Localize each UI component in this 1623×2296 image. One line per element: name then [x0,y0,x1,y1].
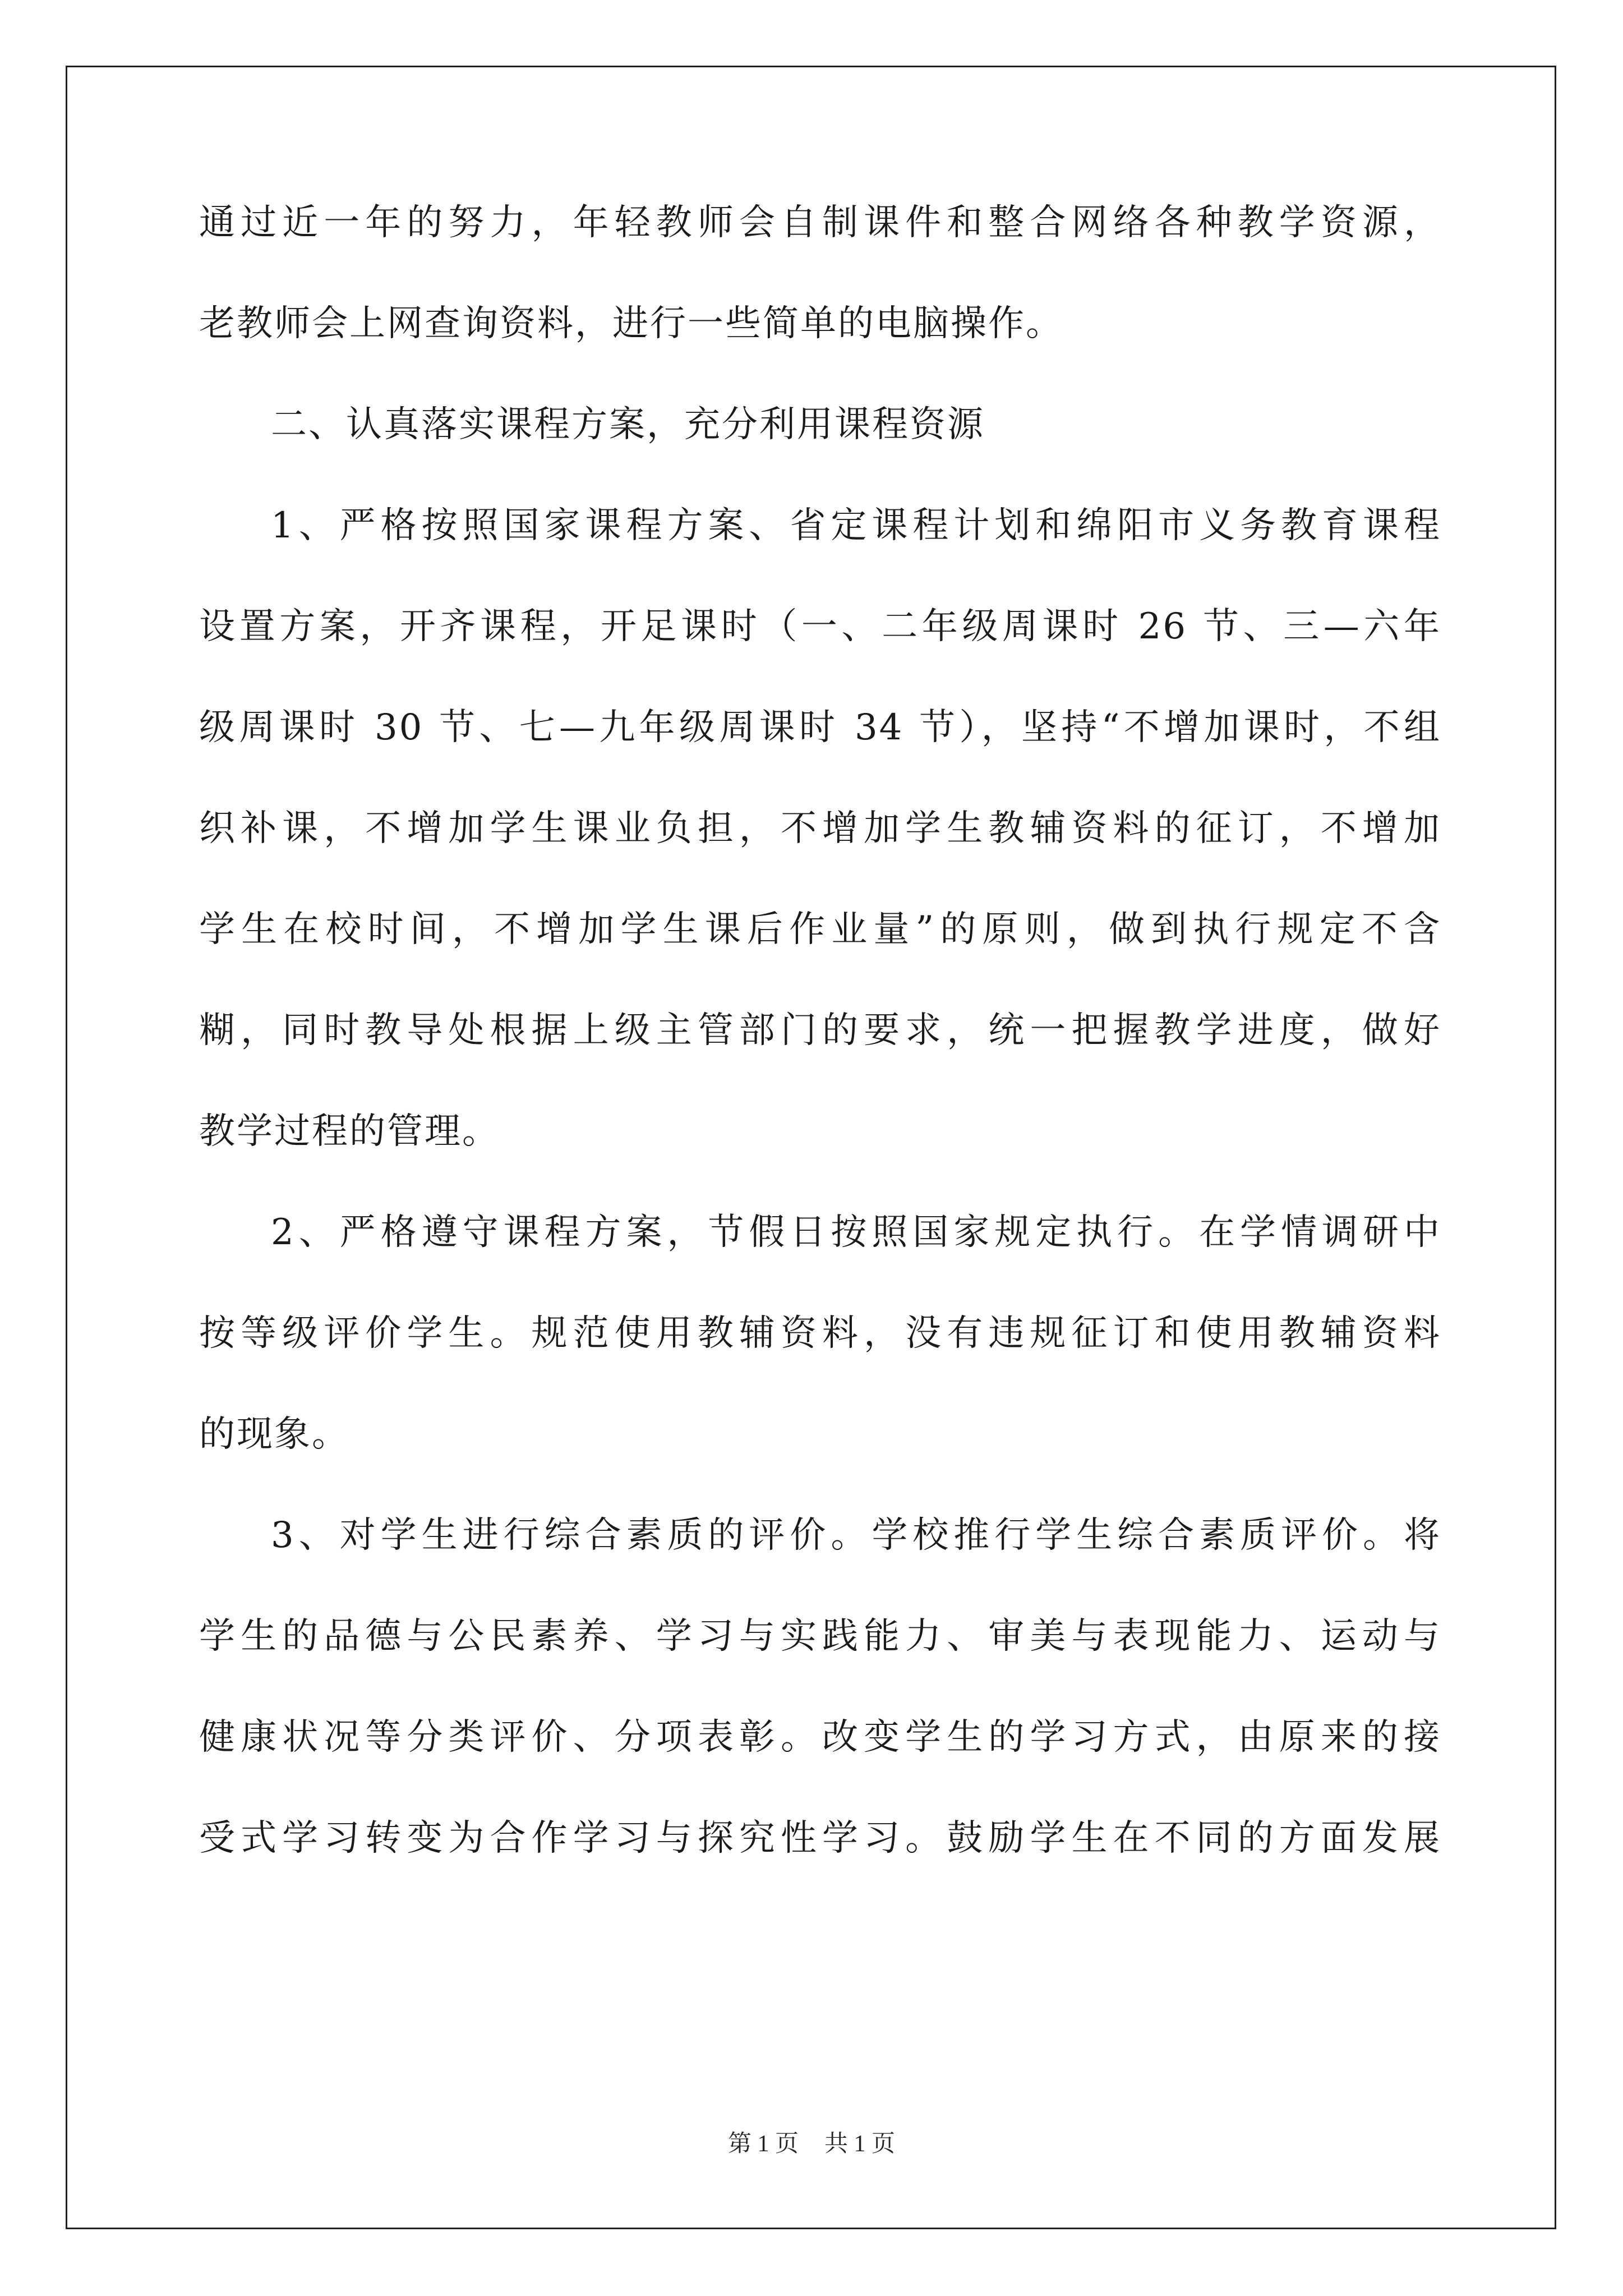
text-line: 的现象。 [199,1414,349,1455]
paragraph [199,1207,1441,1460]
paragraph [199,197,1441,349]
text-line: 学生的品德与公民素养、学习与实践能力、审美与表现能力、运动与 [199,1616,1441,1657]
text-line: 糊，同时教导处根据上级主管部门的要求，统一把握教学进度，做好 [199,1010,1441,1051]
document-body [199,197,1441,1864]
paragraph [199,1510,1441,1864]
text-line: 按等级评价学生。规范使用教辅资料，没有违规征订和使用教辅资料 [199,1313,1441,1354]
text-line: 教学过程的管理。 [199,1111,500,1152]
section-heading [199,399,1441,450]
text-line: 2、严格遵守课程方案，节假日按照国家规定执行。在学情调研中 [271,1212,1441,1253]
text-line: 通过近一年的努力，年轻教师会自制课件和整合网络各种教学资源， [199,202,1441,243]
text-line: 学生在校时间，不增加学生课后作业量”的原则，做到执行规定不含 [199,909,1441,950]
text-line: 受式学习转变为合作学习与探究性学习。鼓励学生在不同的方面发展 [199,1818,1441,1859]
text-line: 二、认真落实课程方案，充分利用课程资源 [271,404,985,445]
text-line: 1、严格按照国家课程方案、省定课程计划和绵阳市义务教育课程 [271,505,1441,546]
paragraph [199,500,1441,1157]
page-total: 共 1 页 [824,2131,896,2157]
text-line: 老教师会上网查询资料，进行一些简单的电脑操作。 [199,303,1063,344]
text-line: 级周课时 30 节、七—九年级周课时 34 节），坚持“不增加课时，不组 [199,707,1441,748]
text-line: 3、对学生进行综合素质的评价。学校推行学生综合素质评价。将 [271,1515,1441,1556]
text-line: 设置方案，开齐课程，开足课时（一、二年级周课时 26 节、三—六年 [199,606,1441,647]
page-footer [0,2130,1623,2158]
page-number: 第 1 页 [727,2131,799,2157]
text-line: 织补课，不增加学生课业负担，不增加学生教辅资料的征订，不增加 [199,808,1441,849]
text-line: 健康状况等分类评价、分项表彰。改变学生的学习方式，由原来的接 [199,1717,1441,1758]
